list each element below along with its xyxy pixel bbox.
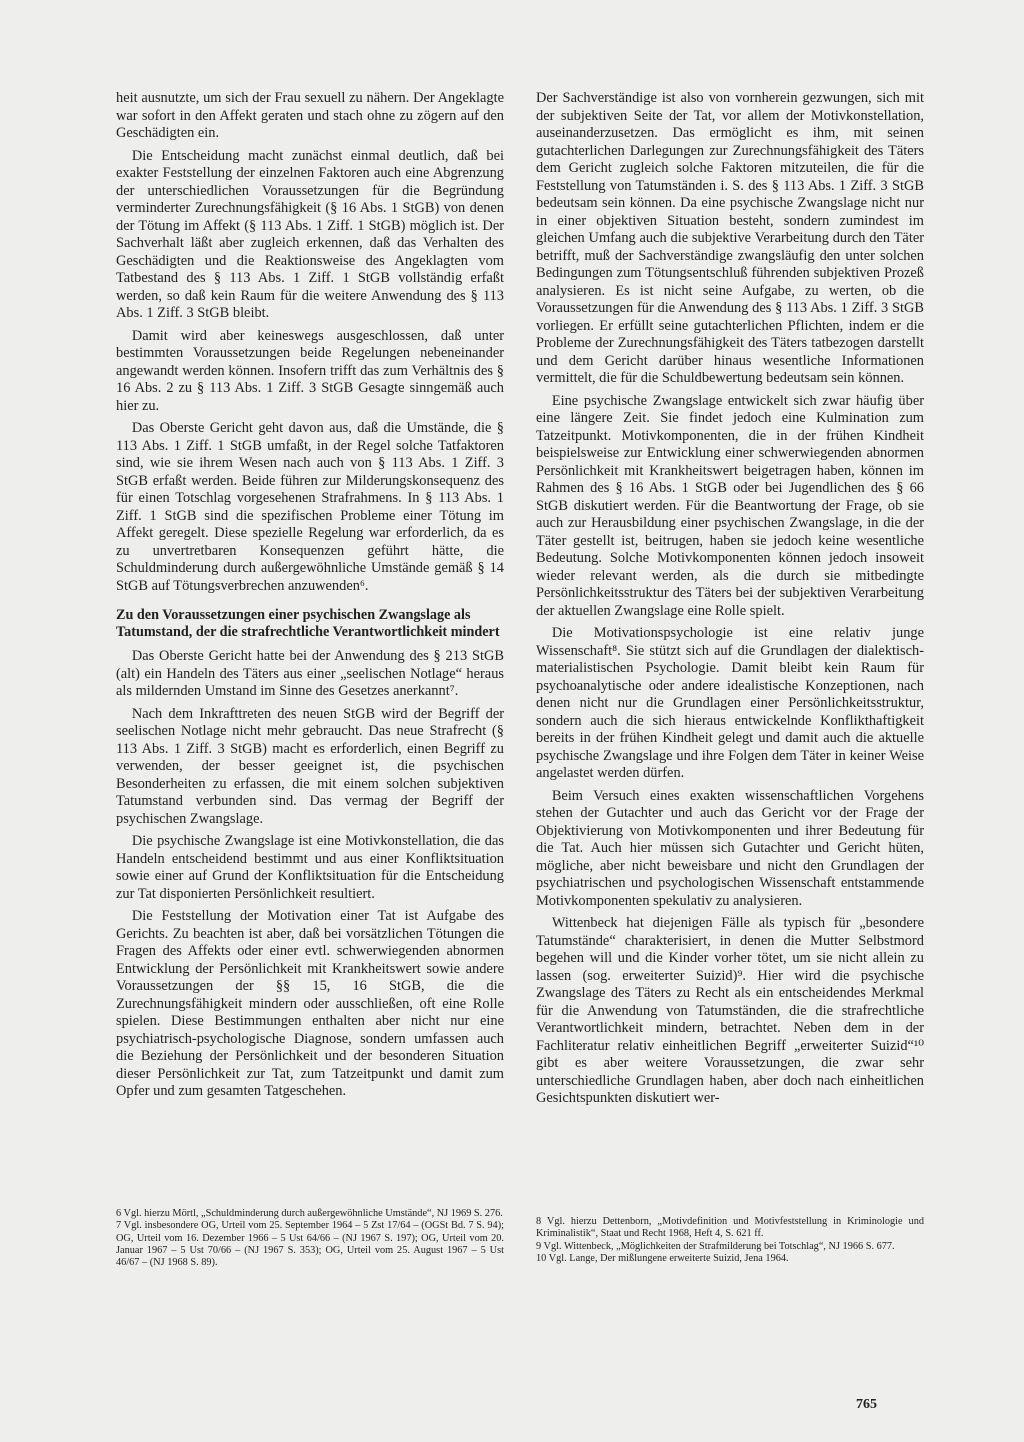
paragraph: Der Sachverständige ist also von vornherein gezwungen, sich mit der subjektiven Seite der Tat, vor allem der Motivkonstellation, auseinanderzusetzen. Das ermöglicht es ihm, mit seinen gutachterlichen Darlegungen zur Zurechnungsfähigkeit des Täters dem Gericht zugleich solche Faktoren mitzuteilen, die für die Feststellung von Tatumständen i. S. des § 113 Abs. 1 Ziff. 3 StGB bedeutsam sein können. Da eine psychische Zwangslage nicht nur in einer objektiven Situation besteht, sondern zumindest im gleichen Umfang auch die subjektive Verarbeitung durch den Täter betrifft, muß der Sachverständige zwangsläufig den unter solchen Bedingungen zum Tötungsentschluß führenden subjektiven Prozeß analysieren. Es ist nicht seine Aufgabe, zu werten, ob die Voraussetzungen für die Anwendung des § 113 Abs. 1 Ziff. 3 StGB vorliegen. Er erfüllt seine gutachterlichen Pflichten, indem er die Probleme der Zurechnungsfähigkeit des Täters tatbezogen darstellt und dem Gericht darüber hinaus wesentliche Informationen vermittelt, die für die Schuldbewertung bedeutsam sein können. (536, 90, 924, 386)
paragraph: Die Entscheidung macht zunächst einmal deutlich, daß bei exakter Feststellung der einzelnen Faktoren auch eine Abgrenzung der unterschiedlichen Voraussetzungen für die Begründung verminderter Zurechnungsfähigkeit (§ 16 Abs. 1 StGB) von denen der Tötung im Affekt (§ 113 Abs. 1 Ziff. 1 StGB) möglich ist. Der Sachverhalt läßt aber zugleich erkennen, daß das Verhalten des Geschädigten und die Reaktionsweise des Angeklagten vom Tatbestand des § 113 Abs. 1 Ziff. 1 StGB vollständig erfaßt werden, so daß kein Raum für die weitere Anwendung des § 113 Abs. 1 Ziff. 3 StGB bleibt. (116, 147, 504, 321)
footnote: 6 Vgl. hierzu Mörtl, „Schuldminderung durch außergewöhnliche Umstände“, NJ 1969 S. 276. (116, 1208, 503, 1219)
page-number: 765 (856, 1397, 877, 1412)
paragraph: Die Feststellung der Motivation einer Tat ist Aufgabe des Gerichts. Zu beachten ist aber, daß bei vorsätzlichen Tötungen die Fragen des Affekts oder einer evtl. schwerwiegenden abnormen Entwicklung der Persönlichkeit mit Krankheitswert sowie andere Voraussetzungen der §§ 15, 16 StGB, die die Zurechnungsfähigkeit mindern oder ausschließen, oft eine Rolle spielen. Diese Bestimmungen enthalten aber nicht nur eine psychiatrisch-psychologische Diagnose, sondern umfassen auch die Beziehung der Persönlichkeit und der besonderen Situation dieser Persönlichkeit zur Tat, zum Tatzeitpunkt und damit zum Opfer und zum gesamten Tatgeschehen. (116, 908, 504, 1099)
footnotes-right (536, 1216, 924, 1265)
paragraph: Die psychische Zwangslage ist eine Motivkonstellation, die das Handeln entscheidend bestimmt und aus einer Konfliktsituation sowie einer auf Grund der Konfliktsituation für die Entscheidung zur Tat disponierten Persönlichkeit resultiert. (116, 833, 504, 902)
paragraph: Nach dem Inkrafttreten des neuen StGB wird der Begriff der seelischen Notlage nicht mehr gebraucht. Das neue Strafrecht (§ 113 Abs. 1 Ziff. 3 StGB) macht es erforderlich, einen Begriff zu verwenden, der besser geeignet ist, die psychischen Besonderheiten zu erfassen, die mit einem solchen subjektiven Tatumstand verbunden sind. Das vermag der Begriff der psychischen Zwangslage. (116, 705, 504, 827)
right-column (536, 90, 924, 1113)
paragraph: Die Motivationspsychologie ist eine relativ junge Wissenschaft⁸. Sie stützt sich auf die Grundlagen der dialektisch-materialistischen Psychologie. Damit bleibt kein Raum für psychoanalytische oder andere idealistische Konzeptionen, nach denen nicht nur die Grundlagen einer Persönlichkeitsstruktur, sondern auch die sich hieraus entwickelnde Konflikthaftigkeit bereits in der frühen Kindheit gelegt und damit auch die aktuelle psychische Zwangslage und ihre Folgen dem Täter in keiner Weise angelastet werden dürfen. (536, 625, 924, 781)
paragraph: Damit wird aber keineswegs ausgeschlossen, daß unter bestimmten Voraussetzungen beide Regelungen nebeneinander angewandt werden können. Insofern trifft das zum Verhältnis des § 16 Abs. 2 zu § 113 Abs. 1 Ziff. 3 StGB Gesagte sinngemäß auch hier zu. (116, 327, 504, 414)
paragraph: Beim Versuch eines exakten wissenschaftlichen Vorgehens stehen der Gutachter und auch das Gericht vor der Frage der Objektivierung von Motivkomponenten und ihrer Bedeutung für die Tat. Auch hier müssen sich Gutachter und Gericht hüten, mögliche, aber nicht beweisbare und nicht den Grundlagen der psychiatrischen und psychologischen Wissenschaft entstammende Motivkomponenten spekulativ zu analysieren. (536, 787, 924, 909)
paragraph: Wittenbeck hat diejenigen Fälle als typisch für „besondere Tatumstände“ charakterisiert, in denen die Mutter Selbstmord begehen will und die Kinder vorher tötet, um sie nicht allein zu lassen (sog. erweiterter Suizid)⁹. Hier wird die psychische Zwangslage des Täters zu Recht als ein entscheidendes Merkmal für die Anwendung von Tatumständen, die die strafrechtliche Verantwortlichkeit mindern, betrachtet. Neben dem in der Fachliteratur relativ einheitlichen Begriff „erweiterter Suizid“¹⁰ gibt es aber weitere Voraussetzungen, die zwar sehr unterschiedliche Grundlagen haben, aber doch nach einheitlichen Gesichtspunkten diskutiert wer- (536, 915, 924, 1106)
paragraph: heit ausnutzte, um sich der Frau sexuell zu nähern. Der Angeklagte war sofort in den Affekt geraten und stach ohne zu zögern auf den Geschädigten ein. (116, 90, 504, 141)
paragraph: Das Oberste Gericht hatte bei der Anwendung des § 213 StGB (alt) ein Handeln des Täters aus einer „seelischen Notlage“ heraus als mildernden Umstand im Sinne des Gesetzes anerkannt⁷. (116, 648, 504, 699)
section-heading: Zu den Voraussetzungen einer psychischen Zwangslage als Tatumstand, der die strafrechtliche Verantwortlichkeit mindert (116, 607, 500, 640)
footnote: 9 Vgl. Wittenbeck, „Möglichkeiten der Strafmilderung bei Totschlag“, NJ 1966 S. 677. (536, 1240, 895, 1252)
footnote: 7 Vgl. insbesondere OG, Urteil vom 25. September 1964 – 5 Zst 17/64 – (OGSt Bd. 7 S. 94); OG, Urteil vom 16. Dezember 1966 – 5 Ust 64/66 – (NJ 1967 S. 197); OG, Urteil vom 20. Januar 1967 – 5 Ust 70/66 – (NJ 1967 S. 353); OG, Urteil vom 25. August 1967 – 5 Ust 46/67 – (NJ 1968 S. 89). (116, 1220, 504, 1269)
footnote: 10 Vgl. Lange, Der mißlungene erweiterte Suizid, Jena 1964. (536, 1252, 789, 1264)
left-column (116, 90, 504, 1106)
paragraph: Das Oberste Gericht geht davon aus, daß die Umstände, die § 113 Abs. 1 Ziff. 1 StGB umfaßt, in der Regel solche Tatfaktoren sind, wie sie ihrem Wesen nach auch von § 113 Abs. 1 Ziff. 3 StGB erfaßt werden. Beide führen zur Milderungskonsequenz des für einen Totschlag vorgesehenen Strafrahmens. In § 113 Abs. 1 Ziff. 1 StGB sind die spezifischen Probleme einer Tötung im Affekt geregelt. Diese spezielle Regelung war erforderlich, da es zu unvertretbaren Konsequenzen geführt hätte, die Schuldminderung durch außergewöhnliche Umstände gemäß § 14 StGB auf Tötungsverbrechen anzuwenden⁶. (116, 420, 504, 594)
footnote: 8 Vgl. hierzu Dettenborn, „Motivdefinition und Motivfeststellung in Kriminologie und Kriminalistik“, Staat und Recht 1968, Heft 4, S. 621 ff. (536, 1216, 924, 1240)
footnotes-left (116, 1208, 504, 1269)
paragraph: Eine psychische Zwangslage entwickelt sich zwar häufig über eine längere Zeit. Sie findet jedoch eine Kulmination zum Tatzeitpunkt. Motivkomponenten, die in der frühen Kindheit beispielsweise zur Entwicklung einer schwerwiegenden abnormen Persönlichkeit mit Krankheitswert beigetragen haben, können im Rahmen des § 16 Abs. 1 StGB oder bei Jugendlichen des § 66 StGB diskutiert werden. Für die Beantwortung der Frage, ob sie auch zur Herausbildung einer psychischen Zwangslage, in die der Täter gestellt ist, beitrugen, haben sie jedoch keine wesentliche Bedeutung. Solche Motivkomponenten können jedoch insoweit wieder relevant werden, als die durch sie mitbedingte Persönlichkeitsstruktur des Täters bei der subjektiven Verarbeitung der aktuellen Zwangslage eine Rolle spielt. (536, 392, 924, 619)
